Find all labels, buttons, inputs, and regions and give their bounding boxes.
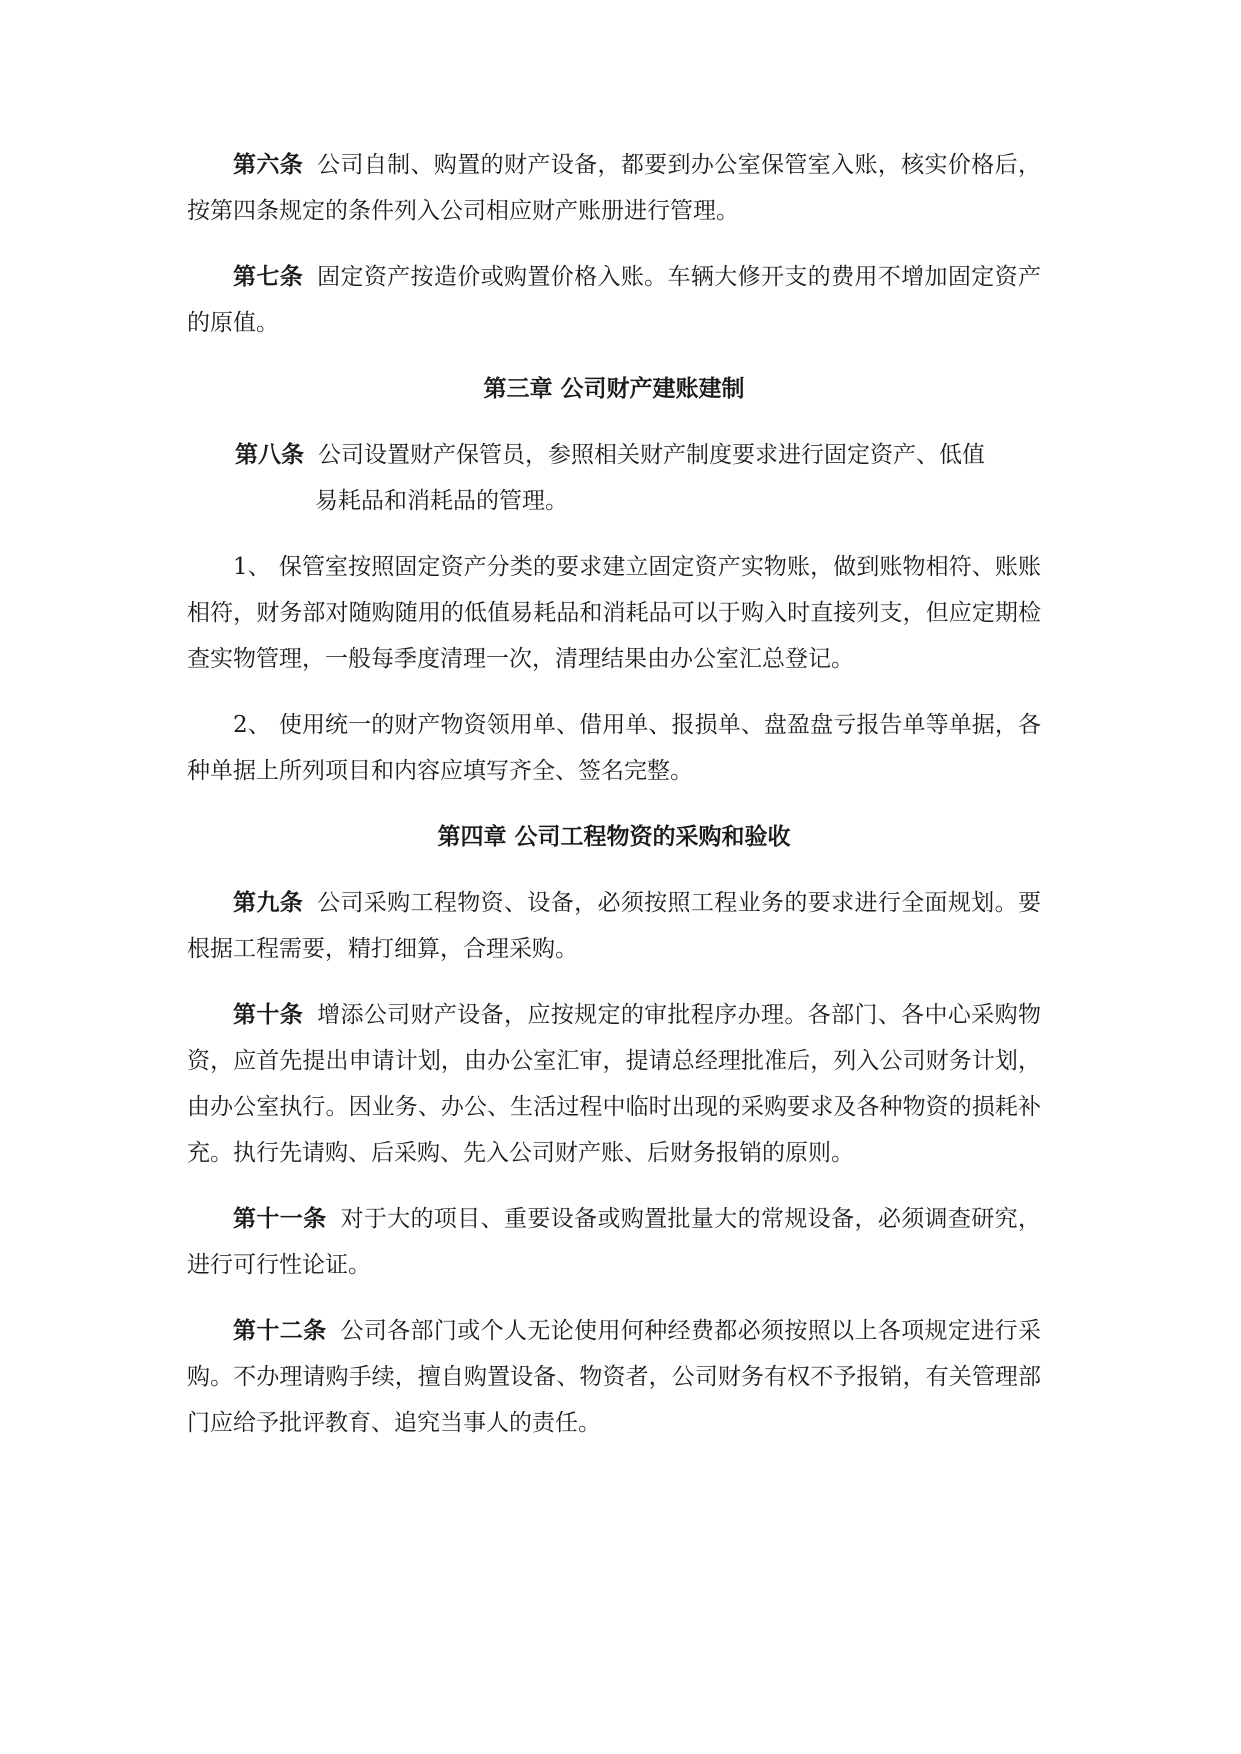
article-11: [187, 1196, 1041, 1288]
article-12-label: 第十二条: [233, 1318, 327, 1344]
article-6-label: 第六条: [233, 152, 304, 178]
article-7-text: 固定资产按造价或购置价格入账。车辆大修开支的费用不增加固定资产的原值。: [187, 264, 1042, 336]
article-6: [187, 142, 1041, 234]
article-11-label: 第十一条: [233, 1206, 327, 1232]
article-8: [187, 432, 1041, 524]
article-9: [187, 880, 1041, 972]
article-7: [187, 254, 1041, 346]
article-8-label: 第八条: [235, 442, 304, 468]
article-10-text: 增添公司财产设备，应按规定的审批程序办理。各部门、各中心采购物资，应首先提出申请计划，由办公室汇审，提请总经理批准后，列入公司财务计划，由办公室执行。因业务、办公、生活过程中临时出现的采购要求及各种物资的损耗补充。执行先请购、后采购、先入公司财产账、后财务报销的原则。: [187, 1002, 1042, 1166]
article-10-label: 第十条: [233, 1002, 304, 1028]
list-item-2-text: 使用统一的财产物资领用单、借用单、报损单、盘盈盘亏报告单等单据，各种单据上所列项目和内容应填写齐全、签名完整。: [187, 712, 1042, 784]
article-9-text: 公司采购工程物资、设备，必须按照工程业务的要求进行全面规划。要根据工程需要，精打细算，合理采购。: [187, 890, 1042, 962]
list-item-2: [187, 702, 1041, 794]
article-8-line1: 公司设置财产保管员，参照相关财产制度要求进行固定资产、低值: [318, 442, 985, 468]
list-item-1: [187, 544, 1041, 682]
list-item-2-number: 2、: [233, 712, 271, 738]
article-7-label: 第七条: [233, 264, 304, 290]
chapter-3-heading: 第三章 公司财产建账建制: [483, 376, 745, 402]
article-12: [187, 1308, 1041, 1446]
article-10: [187, 992, 1041, 1176]
article-9-label: 第九条: [233, 890, 304, 916]
article-6-text: 公司自制、购置的财产设备，都要到办公室保管室入账，核实价格后，按第四条规定的条件列入公司相应财产账册进行管理。: [187, 152, 1042, 224]
article-12-text: 公司各部门或个人无论使用何种经费都必须按照以上各项规定进行采购。不办理请购手续，擅自购置设备、物资者，公司财务有权不予报销，有关管理部门应给予批评教育、追究当事人的责任。: [187, 1318, 1042, 1436]
list-item-1-text: 保管室按照固定资产分类的要求建立固定资产实物账，做到账物相符、账账相符，财务部对随购随用的低值易耗品和消耗品可以于购入时直接列支，但应定期检查实物管理，一般每季度清理一次，清理结果由办公室汇总登记。: [187, 554, 1042, 672]
list-item-1-number: 1、: [233, 554, 271, 580]
chapter-4-heading: 第四章 公司工程物资的采购和验收: [437, 824, 791, 850]
article-8-line2: 易耗品和消耗品的管理。: [315, 488, 568, 514]
article-11-text: 对于大的项目、重要设备或购置批量大的常规设备，必须调查研究，进行可行性论证。: [187, 1206, 1042, 1278]
